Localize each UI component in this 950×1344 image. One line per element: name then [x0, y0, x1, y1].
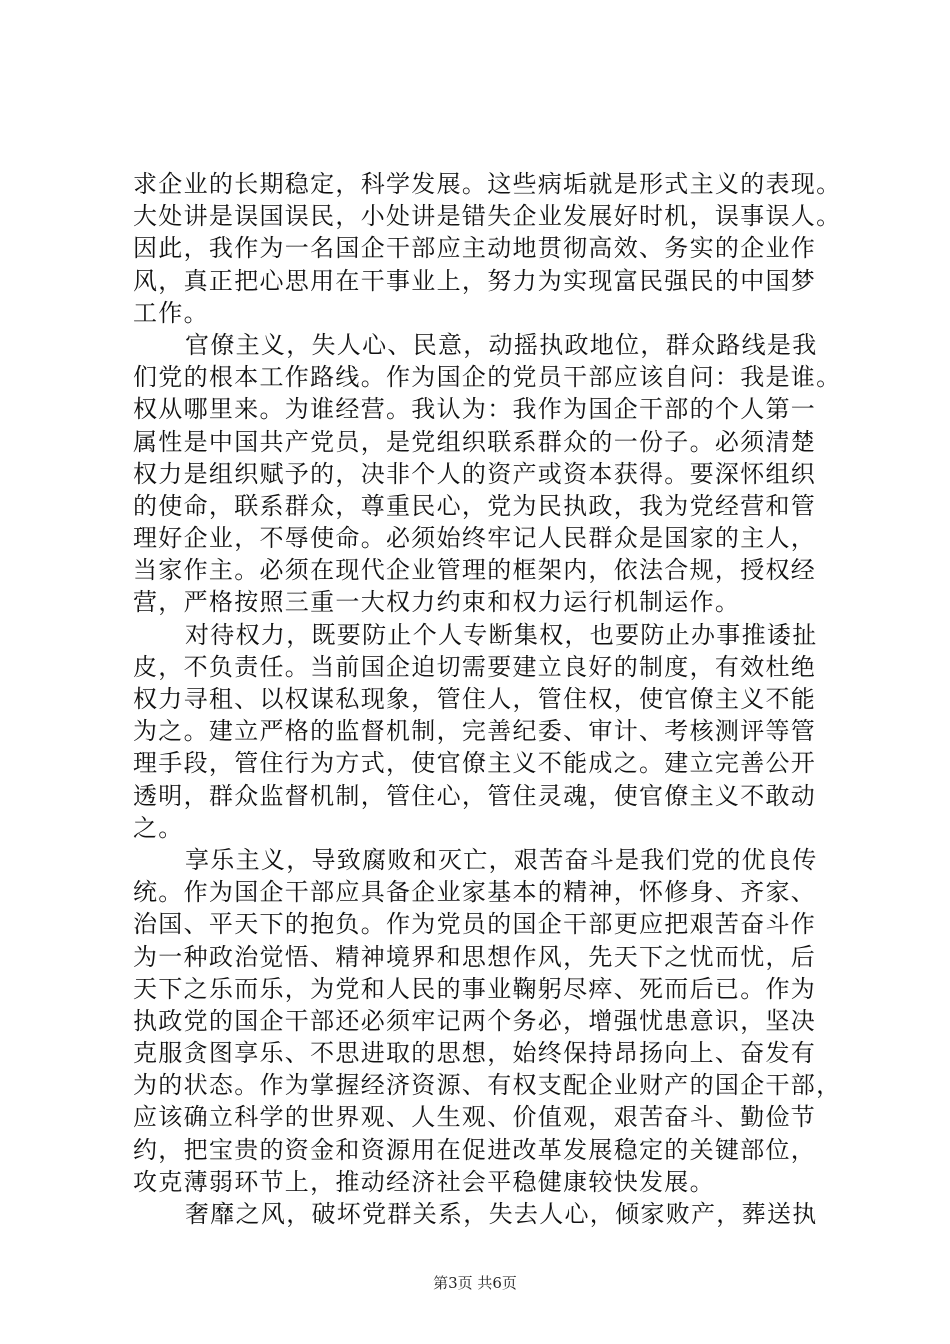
- text-line: 官僚主义，失人心、民意，动摇执政地位，群众路线是我: [185, 330, 818, 359]
- text-line: 治国、平天下的抱负。作为党员的国企干部更应把艰苦奋斗作: [133, 910, 817, 939]
- document-body: [133, 168, 842, 1230]
- text-line: 克服贪图享乐、不思进取的思想，始终保持昂扬向上、奋发有: [133, 1039, 817, 1068]
- text-line: 统。作为国企干部应具备企业家基本的精神，怀修身、齐家、: [133, 878, 817, 907]
- text-line: 营，严格按照三重一大权力约束和权力运行机制运作。: [133, 588, 741, 617]
- text-line: 奢靡之风，破坏党群关系，失去人心，倾家败产，葬送执: [185, 1200, 818, 1228]
- text-line: 理好企业，不辱使命。必须始终牢记人民群众是国家的主人，: [133, 524, 817, 553]
- text-line: 属性是中国共产党员，是党组织联系群众的一份子。必须清楚: [133, 427, 817, 456]
- text-line: 皮，不负责任。当前国企迫切需要建立良好的制度，有效杜绝: [133, 652, 817, 681]
- text-line: 大处讲是误国误民，小处讲是错失企业发展好时机，误事误人。: [133, 202, 842, 231]
- text-line: 攻克薄弱环节上，推动经济社会平稳健康较快发展。: [133, 1167, 715, 1196]
- text-line: 工作。: [133, 298, 209, 327]
- text-line: 应该确立科学的世界观、人生观、价值观，艰苦奋斗、勤俭节: [133, 1103, 817, 1132]
- text-line: 权力是组织赋予的，决非个人的资产或资本获得。要深怀组织: [133, 459, 817, 488]
- text-line: 因此，我作为一名国企干部应主动地贯彻高效、务实的企业作: [133, 234, 817, 263]
- text-line: 为一种政治觉悟、精神境界和思想作风，先天下之忧而忧，后: [133, 942, 817, 971]
- text-line: 风，真正把心思用在干事业上，努力为实现富民强民的中国梦: [133, 266, 817, 295]
- text-line: 天下之乐而乐，为党和人民的事业鞠躬尽瘁、死而后已。作为: [133, 974, 817, 1003]
- text-line: 享乐主义，导致腐败和灭亡，艰苦奋斗是我们党的优良传: [185, 845, 818, 874]
- text-line: 为的状态。作为掌握经济资源、有权支配企业财产的国企干部，: [133, 1071, 842, 1100]
- text-line: 为之。建立严格的监督机制，完善纪委、审计、考核测评等管: [133, 717, 817, 746]
- text-line: 约，把宝贵的资金和资源用在促进改革发展稳定的关键部位，: [133, 1135, 817, 1164]
- text-line: 们党的根本工作路线。作为国企的党员干部应该自问：我是谁。: [133, 363, 842, 392]
- page-footer: 第3页 共6页: [433, 1274, 517, 1292]
- text-line: 透明，群众监督机制，管住心，管住灵魂，使官僚主义不敢动: [133, 781, 817, 810]
- text-line: 求企业的长期稳定，科学发展。这些病垢就是形式主义的表现。: [133, 170, 842, 198]
- text-line: 的使命，联系群众，尊重民心，党为民执政，我为党经营和管: [133, 491, 817, 520]
- text-line: 权从哪里来。为谁经营。我认为：我作为国企干部的个人第一: [133, 395, 817, 424]
- text-line: 当家作主。必须在现代企业管理的框架内，依法合规，授权经: [133, 556, 817, 585]
- text-line: 执政党的国企干部还必须牢记两个务必，增强忧患意识，坚决: [133, 1006, 817, 1035]
- text-line: 权力寻租、以权谋私现象，管住人，管住权，使官僚主义不能: [133, 685, 817, 713]
- text-line: 对待权力，既要防止个人专断集权，也要防止办事推诿扯: [185, 620, 818, 649]
- text-line: 理手段，管住行为方式，使官僚主义不能成之。建立完善公开: [133, 749, 817, 778]
- text-line: 之。: [133, 813, 184, 842]
